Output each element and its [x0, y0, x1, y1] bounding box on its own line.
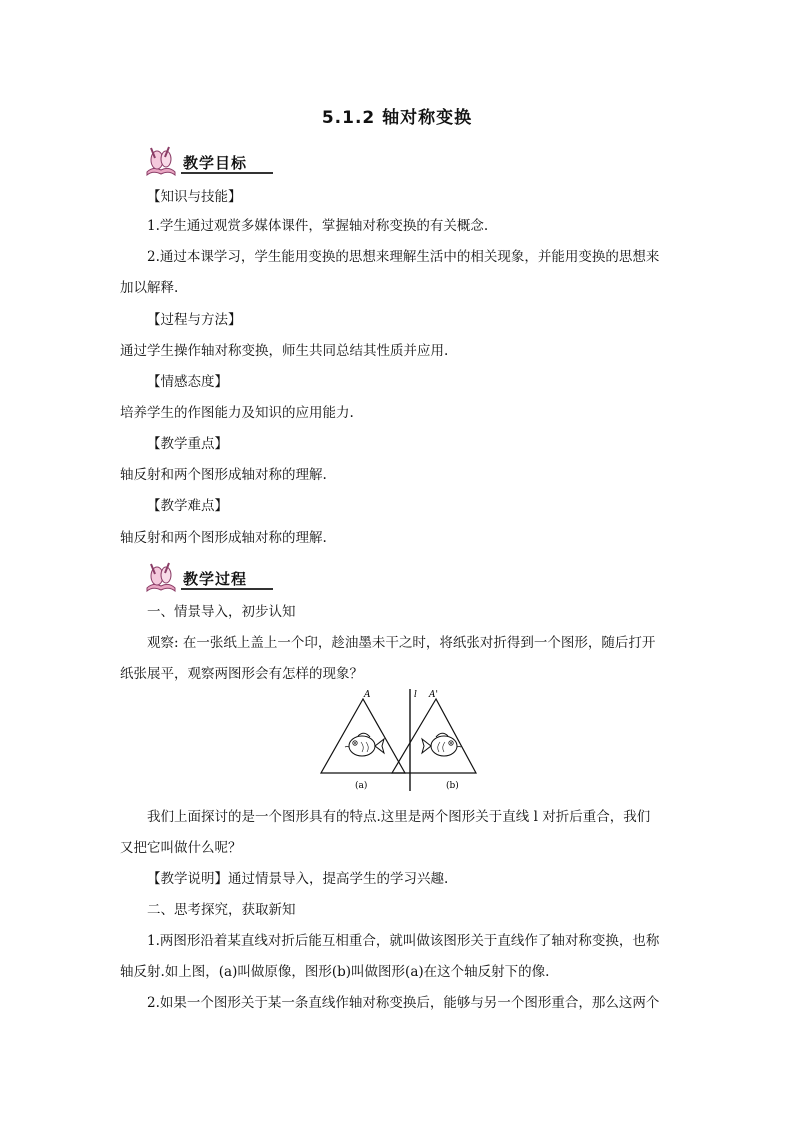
banner-underline [181, 588, 273, 590]
book-pen-icon [143, 560, 179, 594]
label-l: l [414, 690, 417, 700]
section-1-heading: 一、情景导入，初步认知 [147, 604, 296, 620]
banner-text: 教学目标 [183, 154, 248, 172]
triangle-b [392, 699, 476, 773]
knowledge-item-2: 2.通过本课学习，学生能用变换的思想来理解生活中的相关现象，并能用变换的思想来 [147, 249, 660, 265]
knowledge-heading: 【知识与技能】 [147, 189, 242, 205]
discussion-text: 我们上面探讨的是一个图形具有的特点.这里是两个图形关于直线 l 对折后重合，我们 [147, 809, 651, 825]
observe-text-cont: 纸张展平，观察两图形会有怎样的现象？ [120, 666, 363, 682]
section-2-heading: 二、思考探究，获取新知 [147, 902, 296, 918]
knowledge-item-2-cont: 加以解释. [120, 280, 179, 296]
page-title: 5.1.2 轴对称变换 [321, 108, 473, 128]
attitude-text: 培养学生的作图能力及知识的应用能力. [120, 405, 354, 421]
banner-text: 教学过程 [183, 570, 248, 588]
definition-2: 2.如果一个图形关于某一条直线作轴对称变换后，能够与另一个图形重合，那么这两个 [147, 995, 660, 1011]
banner-underline [181, 172, 273, 174]
definition-1-cont: 轴反射.如上图，(a)叫做原像，图形(b)叫做图形(a)在这个轴反射下的像. [120, 964, 550, 980]
caption-a: (a) [355, 781, 368, 791]
section-banner-process [143, 560, 273, 594]
reflection-figure [318, 687, 478, 797]
difficulty-text: 轴反射和两个图形成轴对称的理解. [120, 530, 327, 546]
difficulty-heading: 【教学难点】 [147, 498, 228, 514]
knowledge-item-1: 1.学生通过观赏多媒体课件，掌握轴对称变换的有关概念. [147, 218, 489, 234]
key-point-heading: 【教学重点】 [147, 436, 228, 452]
section-banner-objectives [143, 144, 273, 178]
process-heading: 【过程与方法】 [147, 312, 242, 328]
definition-1: 1.两图形沿着某直线对折后能互相重合，就叫做该图形关于直线作了轴对称变换，也称 [147, 933, 660, 949]
caption-b: (b) [446, 781, 459, 791]
fish-b [422, 733, 461, 756]
key-point-text: 轴反射和两个图形成轴对称的理解. [120, 467, 327, 483]
fish-a [345, 733, 384, 756]
observe-text: 观察: 在一张纸上盖上一个印，趁油墨未干之时，将纸张对折得到一个图形，随后打开 [147, 635, 656, 651]
label-a-prime: A' [429, 690, 438, 700]
teaching-note: 【教学说明】通过情景导入，提高学生的学习兴趣. [147, 871, 449, 887]
attitude-heading: 【情感态度】 [147, 374, 228, 390]
label-a: A [364, 690, 371, 700]
book-pen-icon [143, 144, 179, 178]
process-text: 通过学生操作轴对称变换，师生共同总结其性质并应用. [120, 343, 449, 359]
discussion-text-cont: 又把它叫做什么呢？ [120, 840, 242, 856]
